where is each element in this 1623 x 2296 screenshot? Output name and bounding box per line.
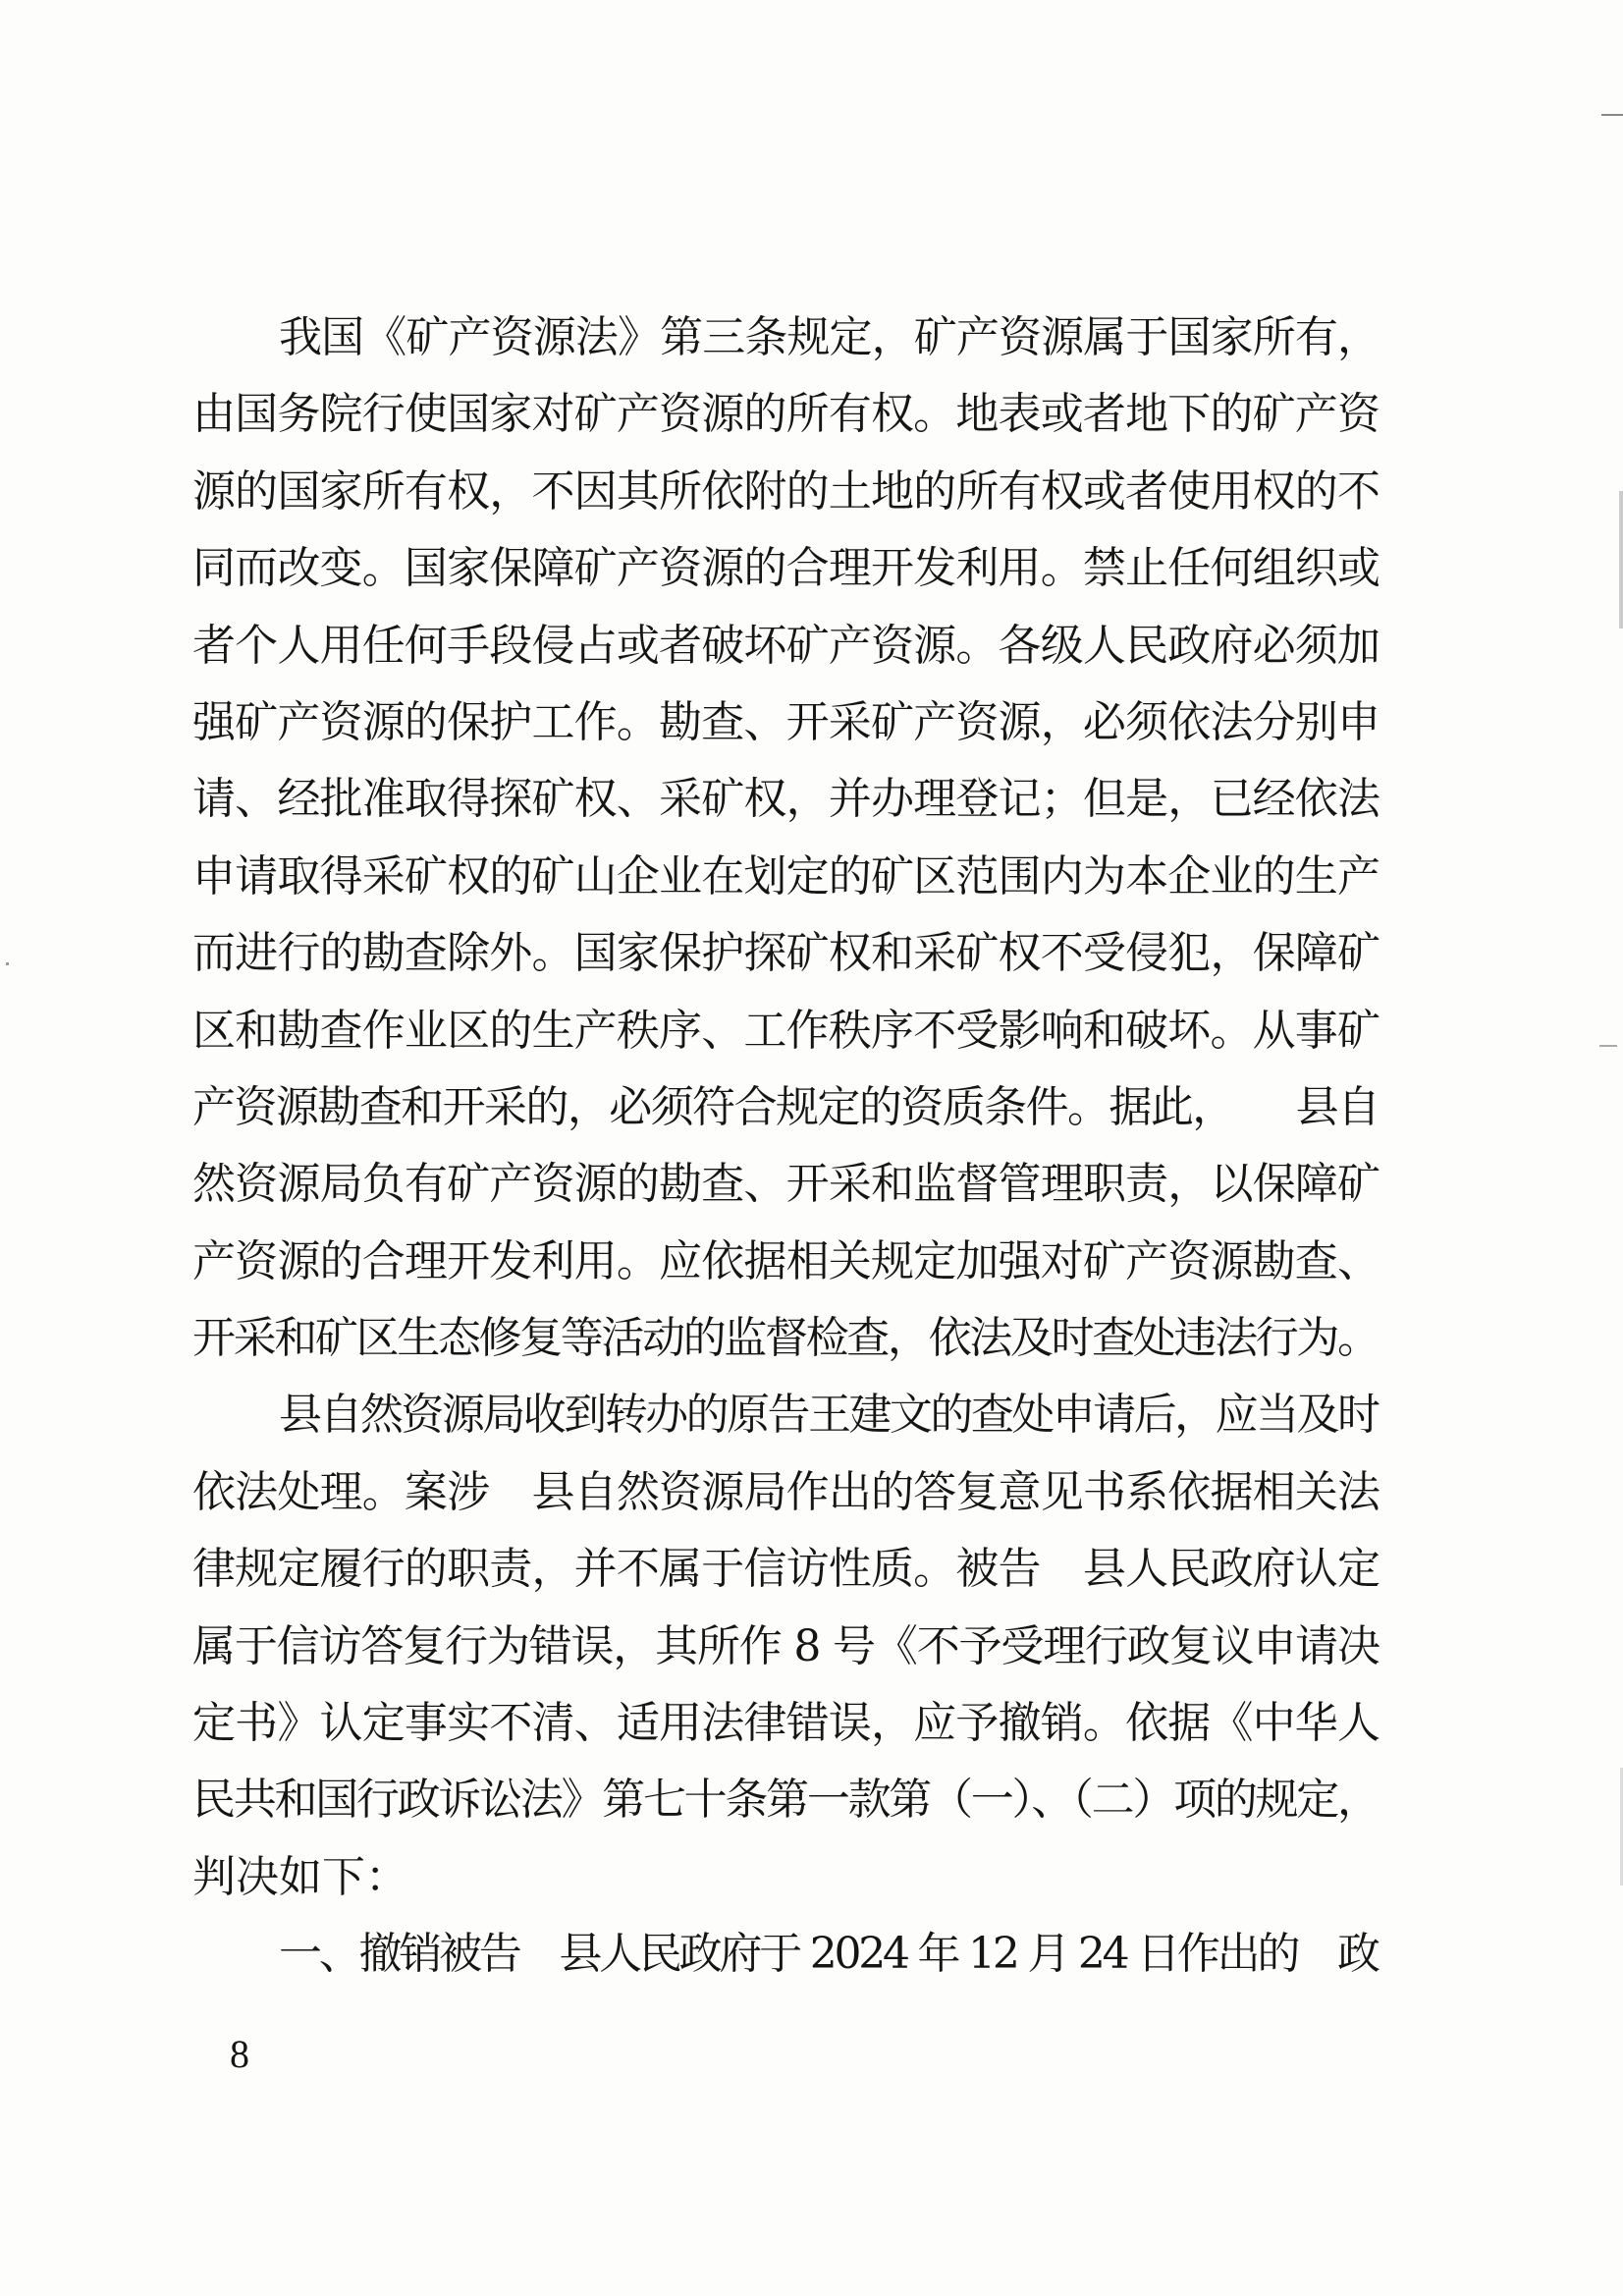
text-line: 强矿产资源的保护工作。勘查、开采矿产资源，必须依法分别申 bbox=[192, 696, 1380, 747]
text-line: 由国务院行使国家对矿产资源的所有权。地表或者地下的矿产资 bbox=[192, 389, 1380, 440]
text-line: 县自然资源局收到转办的原告王建文的查处申请后，应当及时 bbox=[279, 1390, 1379, 1441]
judgment-body-text bbox=[192, 300, 1380, 1994]
text-line: 区和勘查作业区的生产秩序、工作秩序不受影响和破坏。从事矿 bbox=[192, 1005, 1380, 1056]
text-line: 判决如下： bbox=[192, 1851, 408, 1902]
page-number: 8 bbox=[230, 2032, 249, 2076]
text-line: 一、撤销被告 县人民政府于 2024 年 12 月 24 日作出的 政 bbox=[279, 1929, 1378, 1980]
scan-edge-mark bbox=[6, 962, 9, 965]
text-line: 者个人用任何手段侵占或者破坏矿产资源。各级人民政府必须加 bbox=[192, 620, 1380, 671]
text-line: 民共和国行政诉讼法》第七十条第一款第（一）、（二）项的规定， bbox=[192, 1775, 1379, 1826]
scan-edge-mark bbox=[1601, 114, 1623, 116]
text-line: 律规定履行的职责，并不属于信访性质。被告 县人民政府认定 bbox=[192, 1544, 1380, 1595]
text-line: 属于信访答复行为错误，其所作 8 号《不予受理行政复议申请决 bbox=[192, 1620, 1380, 1671]
scan-edge-mark bbox=[1599, 1045, 1617, 1047]
text-line: 产资源勘查和开采的，必须符合规定的资质条件。据此， 县自 bbox=[192, 1081, 1380, 1132]
text-line: 源的国家所有权，不因其所依附的土地的所有权或者使用权的不 bbox=[192, 465, 1380, 517]
text-line: 请、经批准取得探矿权、采矿权，并办理登记；但是，已经依法 bbox=[192, 774, 1380, 825]
text-line: 依法处理。案涉 县自然资源局作出的答复意见书系依据相关法 bbox=[192, 1466, 1380, 1517]
text-line: 开采和矿区生态修复等活动的监督检查，依法及时查处违法行为。 bbox=[192, 1313, 1379, 1364]
text-line: 而进行的勘查除外。国家保护探矿权和采矿权不受侵犯，保障矿 bbox=[192, 928, 1380, 979]
text-line: 同而改变。国家保障矿产资源的合理开发利用。禁止任何组织或 bbox=[192, 543, 1380, 594]
text-line: 申请取得采矿权的矿山企业在划定的矿区范围内为本企业的生产 bbox=[192, 850, 1380, 902]
text-line: 产资源的合理开发利用。应依据相关规定加强对矿产资源勘查、 bbox=[192, 1235, 1380, 1286]
text-line: 然资源局负有矿产资源的勘查、开采和监督管理职责，以保障矿 bbox=[192, 1159, 1380, 1210]
text-line: 定书》认定事实不清、适用法律错误，应予撤销。依据《中华人 bbox=[192, 1698, 1380, 1749]
scan-edge-mark bbox=[1619, 491, 1623, 629]
text-line: 我国《矿产资源法》第三条规定，矿产资源属于国家所有， bbox=[279, 312, 1380, 362]
